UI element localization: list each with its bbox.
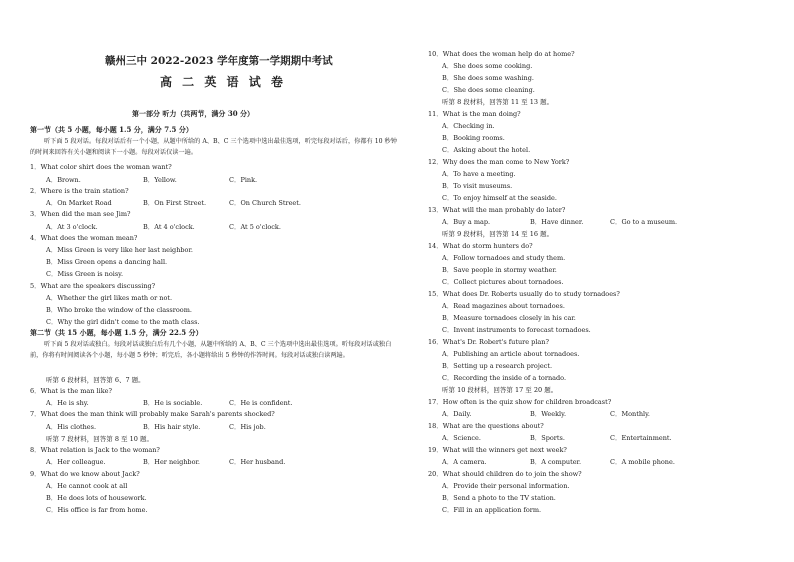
q7-option-b: B．His hair style. bbox=[143, 423, 201, 431]
q14-option-c: C．Collect pictures about tornadoes. bbox=[442, 278, 564, 286]
question-8: 8．What relation is Jack to the woman? bbox=[30, 446, 160, 454]
section-one-instructions: 听下面 5 段对话。每段对话后有一个小题，从题中所给的 A、B、C 三个选项中选出最佳选项，听完每段对话后，你都有 10 秒钟的时间来回答有关小题和阅读下一小题。每段对话仅读一遍。 bbox=[30, 138, 397, 156]
q5-option-a: A．Whether the girl likes math or not. bbox=[46, 294, 173, 302]
q1-option-b: B．Yellow. bbox=[143, 176, 177, 184]
q3-option-a: A．At 3 o'clock. bbox=[46, 223, 98, 231]
question-13: 13．What will the man probably do later? bbox=[428, 206, 566, 214]
q17-option-a: A．Daily. bbox=[442, 410, 472, 418]
q20-option-c: C．Fill in an application form. bbox=[442, 506, 542, 514]
q10-option-b: B．She does some washing. bbox=[442, 74, 534, 82]
q7-option-a: A．His clothes. bbox=[46, 423, 97, 431]
question-19: 19．What will the winners get next week? bbox=[428, 446, 567, 454]
q8-option-a: A．Her colleague. bbox=[46, 458, 106, 466]
q2-option-c: C．On Church Street. bbox=[229, 199, 301, 207]
q3-option-c: C．At 5 o'clock. bbox=[229, 223, 281, 231]
q13-option-c: C．Go to a museum. bbox=[610, 218, 678, 226]
subject-title: 高 二 英 语 试 卷 bbox=[160, 75, 286, 89]
q1-option-a: A．Brown. bbox=[46, 176, 81, 184]
q20-option-b: B．Send a photo to the TV station. bbox=[442, 494, 556, 502]
question-5: 5．What are the speakers discussing? bbox=[30, 282, 156, 290]
section-one-title: 第一节（共 5 小题，每小题 1.5 分，满分 7.5 分） bbox=[30, 125, 193, 134]
question-6: 6．What is the man like? bbox=[30, 387, 112, 395]
exam-title: 赣州三中 2022-2023 学年度第一学期期中考试 bbox=[105, 55, 333, 67]
q9-option-c: C．His office is far from home. bbox=[46, 506, 148, 514]
q14-option-a: A．Follow tornadoes and study them. bbox=[442, 254, 566, 262]
material-8-note: 听第 8 段材料，回答第 11 至 13 题。 bbox=[442, 98, 554, 106]
q6-option-b: B．He is sociable. bbox=[143, 399, 203, 407]
q11-option-b: B．Booking rooms. bbox=[442, 134, 505, 142]
q13-option-a: A．Buy a map. bbox=[442, 218, 491, 226]
q2-option-a: A．On Market Road bbox=[46, 199, 112, 207]
section-two-instructions: 听下面 5 段对话或独白。每段对话或独白后有几个小题，从题中所给的 A、B、C 三个选项中选出最佳选项。听每段对话或独白前，你将有时间阅读各个小题，每小题 5 秒钟；听完后，各小题将给出 5 秒钟的作答时间。每段对话或独白读两遍。 bbox=[30, 341, 392, 359]
q14-option-b: B．Save people in stormy weather. bbox=[442, 266, 557, 274]
q16-option-a: A．Publishing an article about tornadoes. bbox=[442, 350, 580, 358]
q11-option-c: C．Asking about the hotel. bbox=[442, 146, 531, 154]
question-4: 4．What does the woman mean? bbox=[30, 234, 138, 242]
question-20: 20．What should children do to join the show? bbox=[428, 470, 582, 478]
q15-option-c: C．Invent instruments to forecast tornadoes. bbox=[442, 326, 591, 334]
q15-option-a: A．Read magazines about tornadoes. bbox=[442, 302, 565, 310]
q9-option-a: A．He cannot cook at all bbox=[46, 482, 128, 490]
q8-option-b: B．Her neighbor. bbox=[143, 458, 200, 466]
part-one-title: 第一部分 听力（共两节，满分 30 分） bbox=[132, 109, 255, 118]
q5-option-c: C．Why the girl didn't come to the math class. bbox=[46, 318, 200, 326]
question-12: 12．Why does the man come to New York? bbox=[428, 158, 570, 166]
q12-option-c: C．To enjoy himself at the seaside. bbox=[442, 194, 557, 202]
material-6-note: 听第 6 段材料，回答第 6、7 题。 bbox=[46, 376, 145, 384]
q10-option-a: A．She does some cooking. bbox=[442, 62, 533, 70]
q18-option-c: C．Entertainment. bbox=[610, 434, 672, 442]
question-1: 1．What color shirt does the woman want? bbox=[30, 163, 172, 171]
question-9: 9．What do we know about Jack? bbox=[30, 470, 140, 478]
material-9-note: 听第 9 段材料，回答第 14 至 16 题。 bbox=[442, 230, 554, 238]
q19-option-b: B．A computer. bbox=[530, 458, 582, 466]
q19-option-a: A．A camera. bbox=[442, 458, 487, 466]
q4-option-b: B．Miss Green opens a dancing hall. bbox=[46, 258, 168, 266]
question-2: 2．Where is the train station? bbox=[30, 187, 129, 195]
q8-option-c: C．Her husband. bbox=[229, 458, 286, 466]
material-7-note: 听第 7 段材料，回答第 8 至 10 题。 bbox=[46, 435, 153, 443]
q19-option-c: C．A mobile phone. bbox=[610, 458, 675, 466]
question-18: 18．What are the questions about? bbox=[428, 422, 544, 430]
q16-option-c: C．Recording the inside of a tornado. bbox=[442, 374, 567, 382]
q18-option-a: A．Science. bbox=[442, 434, 481, 442]
material-10-note: 听第 10 段材料，回答第 17 至 20 题。 bbox=[442, 386, 558, 394]
q13-option-b: B．Have dinner. bbox=[530, 218, 584, 226]
question-7: 7．What does the man think will probably make Sarah's parents shocked? bbox=[30, 410, 275, 418]
q17-option-b: B．Weekly. bbox=[530, 410, 567, 418]
question-15: 15．What does Dr. Roberts usually do to study tornadoes? bbox=[428, 290, 620, 298]
q15-option-b: B．Measure tornadoes closely in his car. bbox=[442, 314, 576, 322]
q12-option-b: B．To visit museums. bbox=[442, 182, 513, 190]
q9-option-b: B．He does lots of housework. bbox=[46, 494, 147, 502]
q20-option-a: A．Provide their personal information. bbox=[442, 482, 570, 490]
q11-option-a: A．Checking in. bbox=[442, 122, 495, 130]
q18-option-b: B．Sports. bbox=[530, 434, 565, 442]
question-17: 17．How often is the quiz show for children broadcast? bbox=[428, 398, 612, 406]
q3-option-b: B．At 4 o'clock. bbox=[143, 223, 195, 231]
q10-option-c: C．She does some cleaning. bbox=[442, 86, 535, 94]
q6-option-c: C．He is confident. bbox=[229, 399, 293, 407]
question-10: 10．What does the woman help do at home? bbox=[428, 50, 575, 58]
q17-option-c: C．Monthly. bbox=[610, 410, 650, 418]
q16-option-b: B．Setting up a research project. bbox=[442, 362, 553, 370]
q7-option-c: C．His job. bbox=[229, 423, 266, 431]
q12-option-a: A．To have a meeting. bbox=[442, 170, 516, 178]
q5-option-b: B．Who broke the window of the classroom. bbox=[46, 306, 192, 314]
question-16: 16．What's Dr. Robert's future plan? bbox=[428, 338, 549, 346]
question-14: 14．What do storm hunters do? bbox=[428, 242, 533, 250]
q2-option-b: B．On First Street. bbox=[143, 199, 207, 207]
question-3: 3．When did the man see Jim? bbox=[30, 210, 131, 218]
section-two-title: 第二节（共 15 小题，每小题 1.5 分，满分 22.5 分） bbox=[30, 328, 203, 337]
q6-option-a: A．He is shy. bbox=[46, 399, 89, 407]
q4-option-a: A．Miss Green is very like her last neighbor. bbox=[46, 246, 193, 254]
question-11: 11．What is the man doing? bbox=[428, 110, 521, 118]
q4-option-c: C．Miss Green is noisy. bbox=[46, 270, 124, 278]
q1-option-c: C．Pink. bbox=[229, 176, 258, 184]
